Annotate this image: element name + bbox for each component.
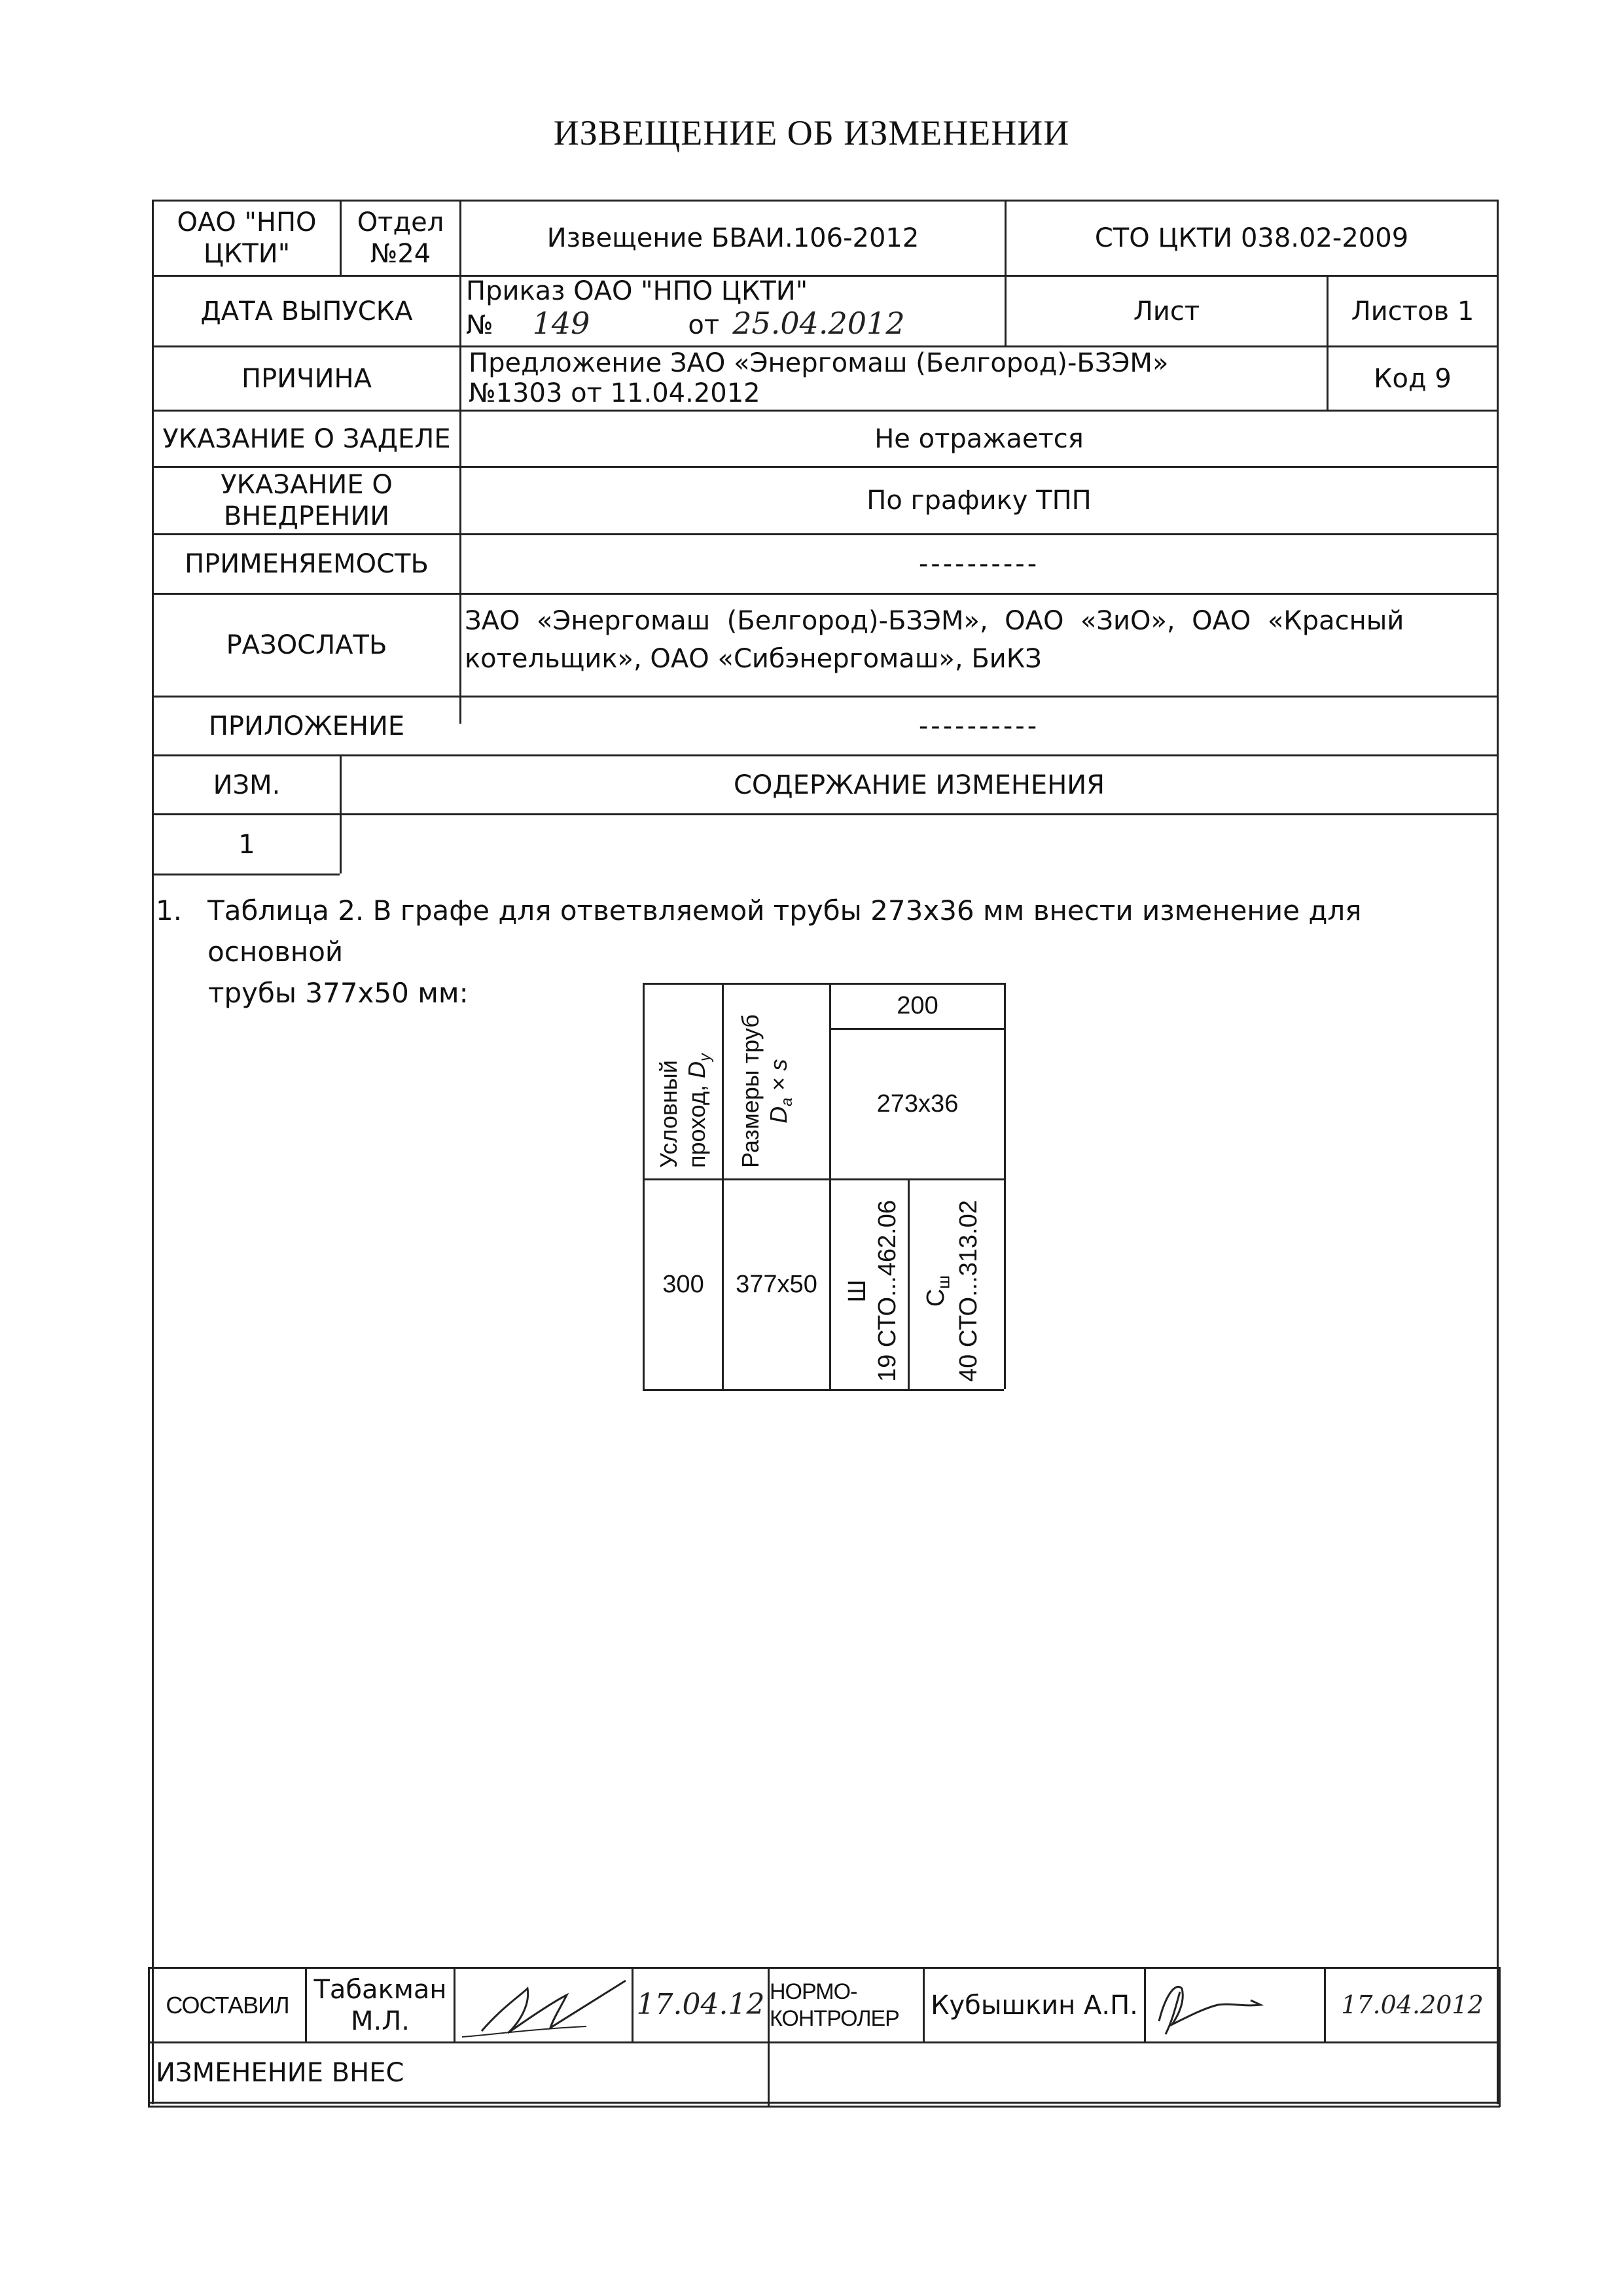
norm-controller-label — [770, 1969, 923, 2041]
sheets-count: Листов 1 — [1351, 296, 1474, 327]
reason-label: ПРИЧИНА — [241, 363, 372, 394]
applicability-label: ПРИМЕНЯЕМОСТЬ — [185, 549, 429, 579]
compiled-by-surname: Табакман — [313, 1974, 447, 2005]
rule — [643, 1389, 1004, 1391]
backlog-label: УКАЗАНИЕ О ЗАДЕЛЕ — [162, 423, 451, 454]
rule — [908, 1178, 910, 1389]
rule — [148, 2106, 1500, 2108]
norm-controller-name: Кубышкин А.П. — [931, 1990, 1138, 2021]
department-number: №24 — [370, 239, 431, 269]
distribute-value — [465, 602, 1495, 694]
norm-controller-date-handwritten: 17.04.2012 — [1341, 1990, 1484, 2019]
page-title: ИЗВЕЩЕНИЕ ОБ ИЗМЕНЕНИИ — [553, 113, 1070, 152]
nominal-bore-header — [654, 1053, 715, 1168]
reason-text: Предложение ЗАО «Энергомаш (Белгород)-БЗЭМ» — [469, 348, 1169, 378]
tee-type — [921, 1200, 954, 1382]
implementation-label-line: УКАЗАНИЕ О — [221, 470, 393, 500]
reason-reference: №1303 от 11.04.2012 — [469, 378, 760, 408]
compiled-by-initials: М.Л. — [350, 2005, 410, 2036]
applicability-value: ---------- — [918, 549, 1040, 579]
revision-number: 1 — [238, 829, 255, 860]
compiled-by-signature — [455, 1969, 632, 2041]
attachment-label: ПРИЛОЖЕНИЕ — [208, 711, 405, 741]
change-item-text: Таблица 2. В графе для ответвляемой трубы 273х36 мм внести изменение для основной — [207, 894, 1362, 968]
norm-controller-signature — [1146, 1969, 1324, 2041]
norm-controller-label-line: КОНТРОЛЕР — [770, 2005, 899, 2031]
backlog-value: Не отражается — [874, 423, 1084, 454]
compiled-by-name — [307, 1969, 454, 2041]
compiled-by-label: СОСТАВИЛ — [166, 1991, 289, 2019]
pipe-size-header — [736, 1014, 797, 1168]
standard-number: СТО ЦКТИ 038.02-2009 — [1094, 223, 1409, 253]
organization-name: ЦКТИ" — [203, 239, 291, 269]
nominal-bore-symbol: D — [683, 1061, 711, 1079]
notice-number: Извещение БВАИ.106-2012 — [546, 223, 919, 253]
department-cell — [342, 202, 459, 275]
pipe-size-subscript: а — [778, 1097, 796, 1106]
branch-nominal-bore: 200 — [897, 992, 938, 1020]
nominal-bore-header-line: Условный — [655, 1060, 682, 1168]
organization-cell — [154, 202, 340, 275]
organization-name: ОАО "НПО — [177, 207, 317, 238]
content-border-right — [1497, 874, 1499, 2104]
rule — [148, 2102, 1500, 2104]
issue-date-label: ДАТА ВЫПУСКА — [200, 296, 413, 327]
tee-standard-reference: 19 СТО...462.06 — [873, 1200, 901, 1382]
main-nominal-bore: 300 — [662, 1270, 704, 1298]
implementation-label — [154, 468, 459, 533]
rule — [1499, 1967, 1501, 2107]
distribute-recipients: ЗАО «Энергомаш (Белгород)-БЗЭМ», ОАО «ЗиО», ОАО «Красный — [465, 606, 1404, 636]
pipe-size-symbol-rest: × s — [765, 1059, 793, 1098]
distribute-recipients: котельщик», ОАО «Сибэнергомаш», БиКЗ — [465, 644, 1042, 674]
nominal-bore-header-word: проход, — [683, 1085, 711, 1168]
pipe-size-header-line: Размеры труб — [737, 1014, 764, 1168]
order-number-handwritten: 149 — [532, 306, 590, 341]
change-item — [156, 890, 1491, 1014]
revision-label: ИЗМ. — [213, 769, 281, 800]
nominal-bore-header-line — [683, 1053, 715, 1168]
content-border-left — [152, 874, 154, 2104]
sheet-label: Лист — [1133, 296, 1200, 327]
nominal-bore-subscript: у — [696, 1053, 715, 1062]
norm-controller-label-line: НОРМО- — [770, 1979, 857, 2004]
tee-reference-ш — [843, 1200, 902, 1382]
order-date-handwritten: 25.04.2012 — [732, 306, 905, 341]
change-item-number: 1. — [156, 894, 183, 927]
reason-value — [469, 348, 1319, 410]
order-number-line — [466, 306, 1003, 341]
tee-type: Ш — [844, 1279, 871, 1303]
order-from-label: от — [688, 310, 720, 340]
order-number-label: № — [466, 310, 493, 340]
implementation-label-line: ВНЕДРЕНИИ — [223, 501, 390, 531]
compiled-date-handwritten: 17.04.12 — [636, 1988, 765, 2022]
branch-pipe-size: 273х36 — [876, 1089, 959, 1118]
rule — [340, 813, 1499, 815]
tee-reference-сш — [921, 1200, 984, 1382]
change-item-line — [156, 890, 1491, 972]
tee-type-subscript: ш — [933, 1275, 954, 1289]
implementation-value: По графику ТПП — [866, 486, 1092, 516]
attachment-value: ---------- — [918, 711, 1040, 741]
pipe-size-header-line — [764, 1014, 797, 1168]
tee-standard-reference: 40 СТО...313.02 — [954, 1200, 982, 1382]
order-title: Приказ ОАО "НПО ЦКТИ" — [466, 276, 808, 306]
form-border-right — [1497, 200, 1499, 875]
tee-type-symbol: С — [922, 1288, 950, 1307]
change-item-text: трубы 377х50 мм: — [208, 977, 469, 1009]
department-label: Отдел — [357, 207, 444, 238]
change-entered-by-label: ИЗМЕНЕНИЕ ВНЕС — [156, 2057, 404, 2088]
pipe-size-symbol: D — [765, 1106, 793, 1123]
rule — [1004, 983, 1006, 1389]
order-cell — [466, 276, 1003, 345]
main-pipe-size: 377х50 — [736, 1270, 817, 1298]
distribute-label: РАЗОСЛАТЬ — [226, 630, 387, 660]
change-code: Код 9 — [1374, 363, 1452, 394]
change-content-label: СОДЕРЖАНИЕ ИЗМЕНЕНИЯ — [734, 769, 1105, 800]
rule — [152, 874, 340, 875]
